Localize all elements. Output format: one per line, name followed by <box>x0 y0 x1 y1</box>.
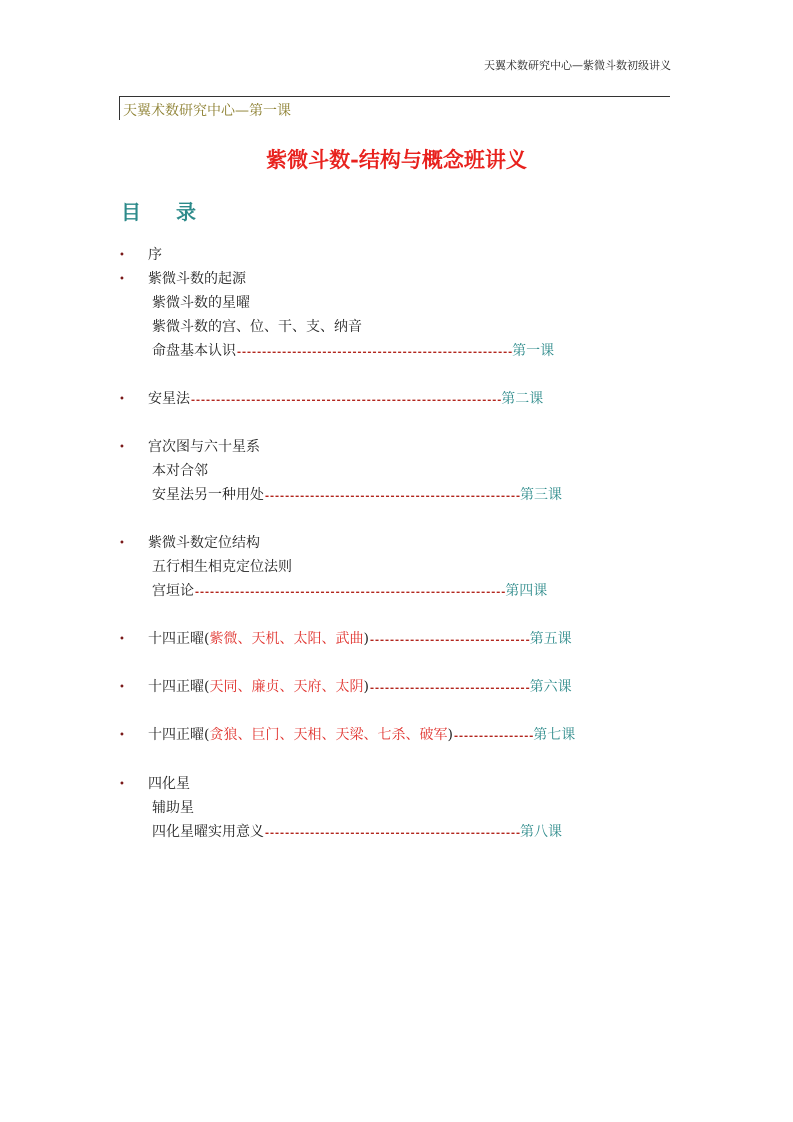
toc-heading: 目 录 <box>121 200 210 224</box>
toc-item-label: ) <box>363 631 369 647</box>
lesson-ref: 第七课 <box>533 727 576 743</box>
toc-item-main-stars-3[interactable] <box>148 726 575 746</box>
toc-subitem-palace-theory[interactable] <box>152 582 547 602</box>
toc-item-label: 本对合邻 <box>152 463 208 479</box>
toc-item-label: 辅助星 <box>152 800 194 816</box>
leader-dashes: -------------------------------------------------------------- <box>190 395 502 406</box>
toc-item-label: 命盘基本认识 <box>152 343 236 359</box>
lesson-ref: 第四课 <box>505 583 548 599</box>
toc-item-label: 宫次图与六十星系 <box>148 439 260 455</box>
toc-item-palace-diagram[interactable] <box>148 438 260 456</box>
toc-subitem-practical-meaning[interactable] <box>152 823 562 843</box>
star-names: 天同、廉贞、天府、太阴 <box>209 679 364 695</box>
leader-dashes: -------------------------------- <box>368 683 530 694</box>
toc-item-label: 安星法另一种用处 <box>152 487 264 503</box>
toc-item-label: ) <box>447 727 453 743</box>
toc-item-label: 紫微斗数的星曜 <box>152 295 250 311</box>
toc-subitem-relations[interactable] <box>152 462 208 480</box>
toc-subitem-other-use[interactable] <box>152 486 562 506</box>
bullet-icon: • <box>119 442 125 453</box>
lesson-header-text: 天翼术数研究中心—第一课 <box>123 103 291 119</box>
toc-item-main-stars-2[interactable] <box>148 678 572 698</box>
toc-subitem-auxiliary-stars[interactable] <box>152 799 194 817</box>
toc-subitem-palaces[interactable] <box>152 318 362 336</box>
toc-item-label: 十四正曜( <box>148 679 210 695</box>
leader-dashes: -------------------------------------------------------------- <box>194 587 506 598</box>
bullet-icon: • <box>119 730 125 741</box>
bullet-icon: • <box>119 682 125 693</box>
toc-item-label: 紫微斗数的起源 <box>148 271 246 287</box>
star-names: 贪狼、巨门、天相、天梁、七杀、破军 <box>209 727 448 743</box>
toc-item-positioning[interactable] <box>148 534 260 552</box>
toc-item-main-stars-1[interactable] <box>148 630 572 650</box>
toc-item-label: ) <box>363 679 369 695</box>
toc-item-label: 四化星 <box>148 776 190 792</box>
leader-dashes: --------------------------------------------------- <box>264 828 521 839</box>
lesson-header-box <box>119 96 670 120</box>
toc-item-origin[interactable] <box>148 270 246 288</box>
toc-item-preface[interactable] <box>148 246 162 264</box>
toc-item-label: 十四正曜( <box>148 727 210 743</box>
lesson-ref: 第一课 <box>512 343 555 359</box>
lesson-ref: 第二课 <box>501 391 544 407</box>
toc-subitem-five-elements[interactable] <box>152 558 292 576</box>
leader-dashes: ------------------------------------------------------- <box>236 347 513 358</box>
toc-item-label: 宫垣论 <box>152 583 194 599</box>
toc-item-star-placement[interactable] <box>148 390 543 410</box>
toc-subitem-stars[interactable] <box>152 294 250 312</box>
bullet-icon: • <box>119 538 125 549</box>
toc-item-label: 安星法 <box>148 391 190 407</box>
bullet-icon: • <box>119 394 125 405</box>
toc-item-label: 五行相生相克定位法则 <box>152 559 292 575</box>
toc-item-label: 十四正曜( <box>148 631 210 647</box>
lesson-ref: 第八课 <box>520 824 563 840</box>
leader-dashes: -------------------------------- <box>368 635 530 646</box>
running-header: 天翼术数研究中心—紫微斗数初级讲义 <box>484 59 671 72</box>
toc-item-label: 序 <box>148 247 162 263</box>
bullet-icon: • <box>119 779 125 790</box>
toc-subitem-chart-basics[interactable] <box>152 342 554 362</box>
toc-item-label: 四化星曜实用意义 <box>152 824 264 840</box>
lesson-ref: 第六课 <box>529 679 572 695</box>
lesson-ref: 第五课 <box>529 631 572 647</box>
toc-item-label: 紫微斗数的宫、位、干、支、纳音 <box>152 319 362 335</box>
leader-dashes: ---------------- <box>452 731 534 742</box>
lesson-ref: 第三课 <box>520 487 563 503</box>
document-title: 紫微斗数-结构与概念班讲义 <box>266 147 527 172</box>
star-names: 紫微、天机、太阳、武曲 <box>209 631 364 647</box>
bullet-icon: • <box>119 634 125 645</box>
toc-item-label: 紫微斗数定位结构 <box>148 535 260 551</box>
leader-dashes: --------------------------------------------------- <box>264 491 521 502</box>
bullet-icon: • <box>119 250 125 261</box>
toc-item-four-transformations[interactable] <box>148 775 190 793</box>
bullet-icon: • <box>119 274 125 285</box>
